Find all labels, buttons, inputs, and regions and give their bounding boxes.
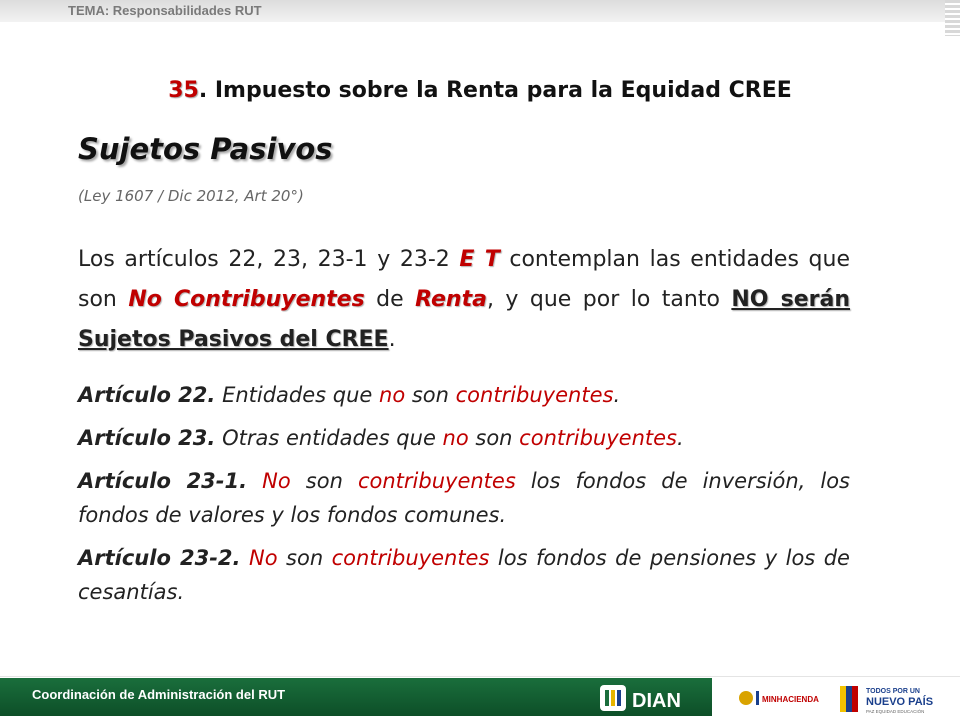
article-item [78, 378, 850, 412]
topic-label: TEMA: Responsabilidades RUT [68, 3, 262, 18]
flag-stripe [840, 686, 846, 712]
nuevo-pais-top-text: TODOS POR UN [866, 688, 920, 695]
no-contribuyentes-highlight: No Contribuyentes [128, 287, 365, 312]
article-text: Entidades que [215, 383, 380, 407]
minhacienda-logo-text: MINHACIENDA [762, 695, 819, 704]
minhacienda-divider [756, 691, 759, 705]
article-item [78, 464, 850, 532]
nuevo-pais-main-text: NUEVO PAÍS [866, 696, 934, 708]
article-red-text: contribuyentes [455, 383, 614, 407]
para-text: , y que por lo tanto [486, 287, 732, 312]
article-text: . [613, 383, 621, 407]
dian-emblem-bar [605, 690, 609, 706]
article-text: son [290, 469, 358, 493]
article-red-text: contribuyentes [357, 469, 516, 493]
renta-highlight: Renta [415, 287, 487, 312]
article-text [247, 469, 262, 493]
article-title: Artículo 23-1. [78, 469, 248, 493]
et-highlight: E T [459, 247, 500, 272]
slide-title [0, 78, 960, 103]
section-heading: Sujetos Pasivos [78, 132, 333, 166]
article-red-text: No [249, 546, 278, 570]
articles-list [78, 378, 850, 618]
minhacienda-shield-icon [739, 691, 753, 705]
article-red-text: no [379, 383, 406, 407]
article-text: son [468, 426, 520, 450]
article-text: son [277, 546, 332, 570]
article-item [78, 541, 850, 609]
article-text: los fondos de inversión, los fondos de valores y los fondos comunes. [78, 469, 850, 527]
flag-stripe [846, 686, 852, 712]
para-text: de [364, 287, 416, 312]
intro-paragraph [78, 240, 850, 360]
footer-coordination-text: Coordinación de Administración del RUT [32, 687, 286, 702]
article-text: los fondos de pensiones y los de cesantías. [78, 546, 850, 604]
article-red-text: no [442, 426, 469, 450]
para-text: . [388, 327, 396, 352]
dian-emblem-bar [617, 690, 621, 706]
article-text [241, 546, 249, 570]
title-number: 35 [168, 78, 199, 103]
para-text: contemplan las entidades que son [78, 247, 850, 312]
article-text: Otras entidades que [215, 426, 443, 450]
dian-logo-text: DIAN [632, 690, 681, 712]
article-title: Artículo 23. [78, 426, 216, 450]
article-red-text: contribuyentes [519, 426, 677, 450]
para-text: Los artículos 22, 23, 23-1 y 23-2 [78, 247, 460, 272]
title-text: . Impuesto sobre la Renta para la Equidad CREE [198, 78, 792, 103]
article-item [78, 421, 850, 455]
article-text: son [405, 383, 456, 407]
article-text: . [676, 426, 684, 450]
no-seran-sujetos-pasivos: NO serán Sujetos Pasivos del CREE [78, 287, 850, 352]
dian-emblem-bar [611, 690, 615, 706]
dian-logo [598, 681, 704, 715]
article-red-text: contribuyentes [331, 546, 490, 570]
decorative-stripe [945, 0, 960, 36]
law-reference: (Ley 1607 / Dic 2012, Art 20°) [78, 187, 304, 205]
nuevo-pais-logo [836, 680, 956, 718]
article-title: Artículo 23-2. [78, 546, 241, 570]
minhacienda-logo [736, 683, 828, 713]
nuevo-pais-sub-text: PAZ EQUIDAD EDUCACIÓN [866, 709, 925, 714]
flag-stripe [852, 686, 858, 712]
article-red-text: No [262, 469, 291, 493]
article-title: Artículo 22. [78, 383, 216, 407]
